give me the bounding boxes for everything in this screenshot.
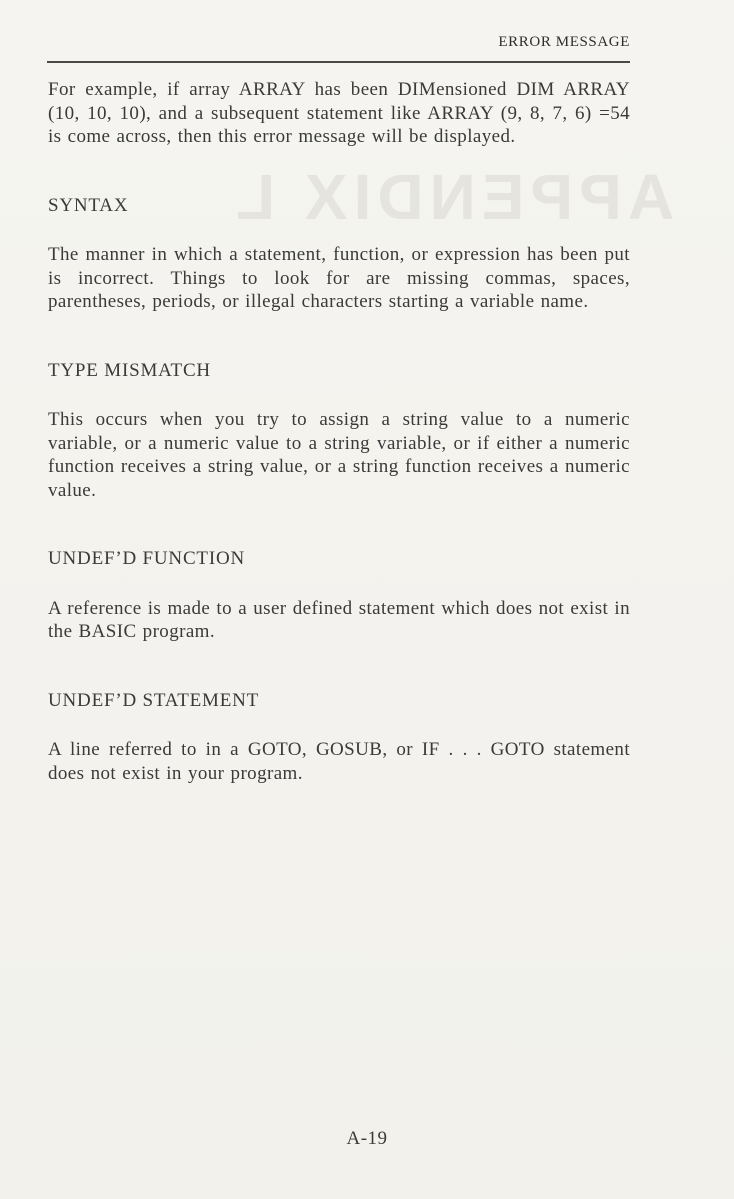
section-body-undefd-function: A reference is made to a user defined statement which does not exist in the BASIC program. bbox=[48, 597, 630, 642]
section-body-undefd-statement: A line referred to in a GOTO, GOSUB, or IF . . . GOTO statement does not exist in your program. bbox=[48, 739, 630, 784]
section-body-syntax: The manner in which a statement, function, or expression has been put is incorrect. Things to look for are missing commas, spaces, parentheses, periods, or illegal characters starting a variable name. bbox=[48, 244, 630, 312]
section-title-syntax: SYNTAX bbox=[48, 194, 129, 216]
show-through-text: APPENDIX L bbox=[230, 161, 675, 233]
page-number: A-19 bbox=[346, 1128, 388, 1149]
header-rule bbox=[47, 61, 630, 63]
section-title-undefd-statement: UNDEF’D STATEMENT bbox=[48, 689, 260, 711]
section-body-type-mismatch: This occurs when you try to assign a string value to a numeric variable, or a numeric value to a string variable, or if either a numeric function receives a string value, or a string function receives a numeric value. bbox=[48, 409, 630, 501]
intro-paragraph: For example, if array ARRAY has been DIMensioned DIM ARRAY (10, 10, 10), and a subsequent statement like ARRAY (9, 8, 7, 6) =54 is come across, then this error message will be displayed. bbox=[48, 79, 630, 147]
running-head: ERROR MESSAGE bbox=[498, 34, 630, 50]
section-title-type-mismatch: TYPE MISMATCH bbox=[48, 359, 211, 381]
section-title-undefd-function: UNDEF’D FUNCTION bbox=[48, 548, 245, 569]
page-content bbox=[48, 78, 630, 785]
